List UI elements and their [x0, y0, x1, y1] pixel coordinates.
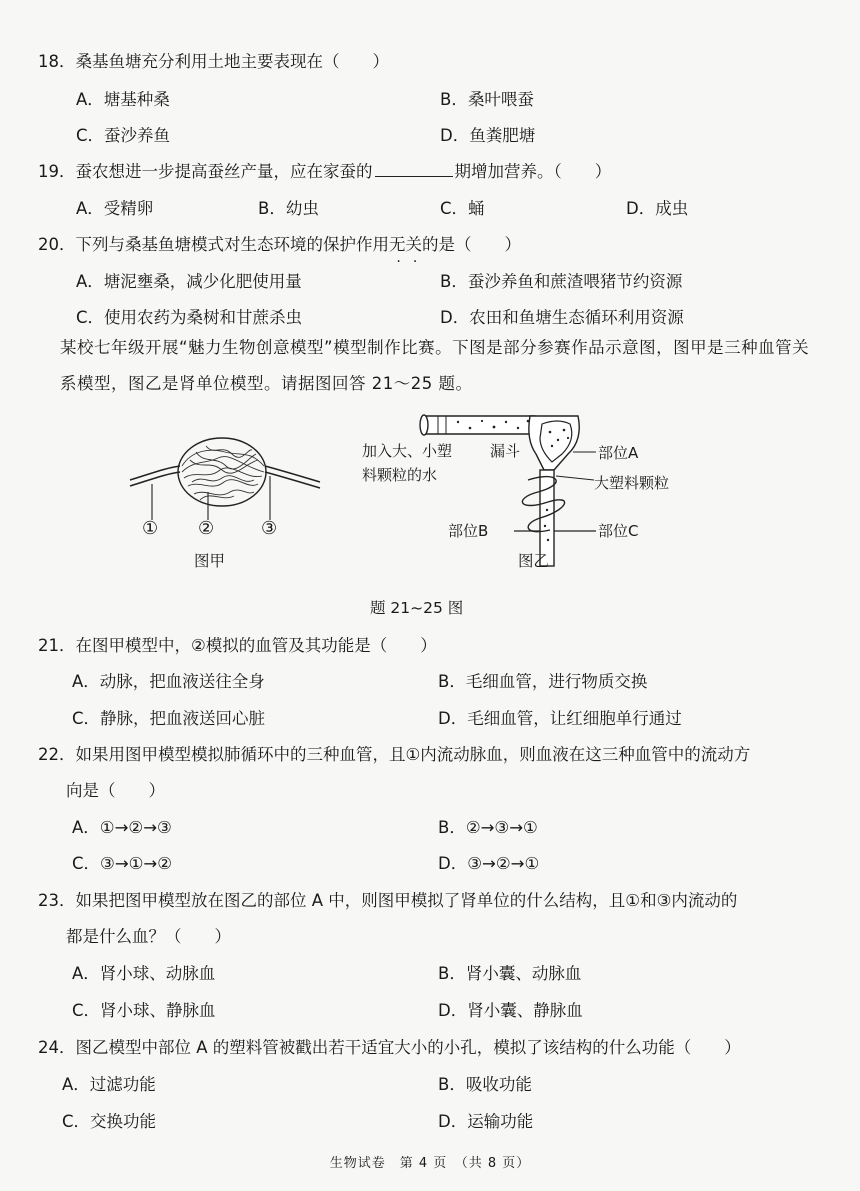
yi-label-part-c: 部位C [598, 522, 639, 540]
figure-jia-blood-vessels [130, 430, 320, 520]
emphasis-char-1: 无 [389, 235, 406, 254]
yi-label-water-line2: 料颗粒的水 [362, 466, 438, 484]
question-23-stem-line1: 23．如果把图甲模型放在图乙的部位 A 中，则图甲模拟了肾单位的什么结构，且①和③内流动的 [38, 891, 738, 910]
q18-option-c: C．蚕沙养鱼 [76, 126, 171, 145]
yi-label-water-line1: 加入大、小塑 [362, 442, 453, 460]
q22-option-c: C．③→①→② [72, 854, 173, 873]
q22-option-d: D．③→②→① [438, 854, 540, 873]
question-19-stem [38, 158, 611, 182]
q23-option-b: B．肾小囊、动脉血 [438, 964, 582, 983]
question-21-stem: 21．在图甲模型中，②模拟的血管及其功能是（ ） [38, 636, 437, 655]
figure-yi-caption: 图乙 [518, 552, 550, 570]
q19-option-b: B．幼虫 [258, 199, 319, 218]
question-18-stem: 18．桑基鱼塘充分利用土地主要表现在（ ） [38, 52, 389, 71]
q20-option-d: D．农田和鱼塘生态循环利用资源 [440, 308, 684, 327]
q21-option-a: A．动脉，把血液送往全身 [72, 672, 265, 691]
figure-intro-text: 某校七年级开展“魅力生物创意模型”模型制作比赛。下图是部分参赛作品示意图，图甲是三种血管关系模型，图乙是肾单位模型。请据图回答 21～25 题。 [60, 338, 810, 393]
jia-label-2: ② [198, 518, 215, 539]
q20-stem-part2: 的是（ ） [422, 235, 521, 254]
q19-stem-part2: 期增加营养。（ ） [454, 162, 612, 181]
q20-option-b: B．蚕沙养鱼和蔗渣喂猪节约资源 [440, 272, 683, 291]
q21-option-d: D．毛细血管，让红细胞单行通过 [438, 709, 682, 728]
q21-option-c: C．静脉，把血液送回心脏 [72, 709, 266, 728]
q19-stem-part1: 19．蚕农想进一步提高蚕丝产量，应在家蚕的 [38, 162, 373, 181]
page-footer: 生物试卷 第 4 页 （共 8 页） [329, 1156, 531, 1171]
question-24-stem: 24．图乙模型中部位 A 的塑料管被戳出若干适宜大小的小孔，模拟了该结构的什么功能（ ） [38, 1038, 741, 1057]
q24-option-c: C．交换功能 [62, 1112, 157, 1131]
q20-option-c: C．使用农药为桑树和甘蔗杀虫 [76, 308, 303, 327]
question-22-stem-line2: 向是（ ） [66, 781, 165, 800]
q20-stem-part1: 20．下列与桑基鱼塘模式对生态环境的保护作用 [38, 235, 389, 254]
q18-option-a: A．塘基种桑 [76, 90, 170, 109]
yi-label-big-particle: 大塑料颗粒 [594, 474, 670, 492]
q23-option-a: A．肾小球、动脉血 [72, 964, 216, 983]
yi-label-funnel: 漏斗 [490, 442, 521, 460]
yi-label-part-a: 部位A [598, 444, 639, 462]
yi-label-part-b: 部位B [448, 522, 489, 540]
q19-option-d: D．成虫 [626, 199, 689, 218]
q18-option-d: D．鱼粪肥塘 [440, 126, 536, 145]
emphasis-char-2: 关 [405, 235, 422, 254]
figure-caption: 题 21~25 图 [370, 599, 464, 617]
q23-option-d: D．肾小囊、静脉血 [438, 1001, 583, 1020]
jia-label-1: ① [142, 518, 159, 539]
answer-blank [375, 175, 453, 177]
q18-option-b: B．桑叶喂蚕 [440, 90, 534, 109]
q23-option-c: C．肾小球、静脉血 [72, 1001, 216, 1020]
jia-label-3: ③ [261, 518, 278, 539]
question-22-stem-line1: 22．如果用图甲模型模拟肺循环中的三种血管，且①内流动脉血，则血液在这三种血管中的流动方 [38, 745, 751, 764]
q24-option-a: A．过滤功能 [62, 1075, 156, 1094]
q22-option-a: A．①→②→③ [72, 818, 172, 837]
q21-option-b: B．毛细血管，进行物质交换 [438, 672, 648, 691]
question-23-stem-line2: 都是什么血？（ ） [66, 927, 231, 946]
figure-yi-nephron-model [418, 410, 598, 570]
figure-jia-caption: 图甲 [194, 552, 226, 570]
q22-option-b: B．②→③→① [438, 818, 538, 837]
q24-option-b: B．吸收功能 [438, 1075, 532, 1094]
q24-option-d: D．运输功能 [438, 1112, 534, 1131]
question-20-stem [38, 231, 521, 255]
q20-option-a: A．塘泥壅桑，减少化肥使用量 [76, 272, 302, 291]
q19-option-c: C．蛹 [440, 199, 485, 218]
q19-option-a: A．受精卵 [76, 199, 154, 218]
